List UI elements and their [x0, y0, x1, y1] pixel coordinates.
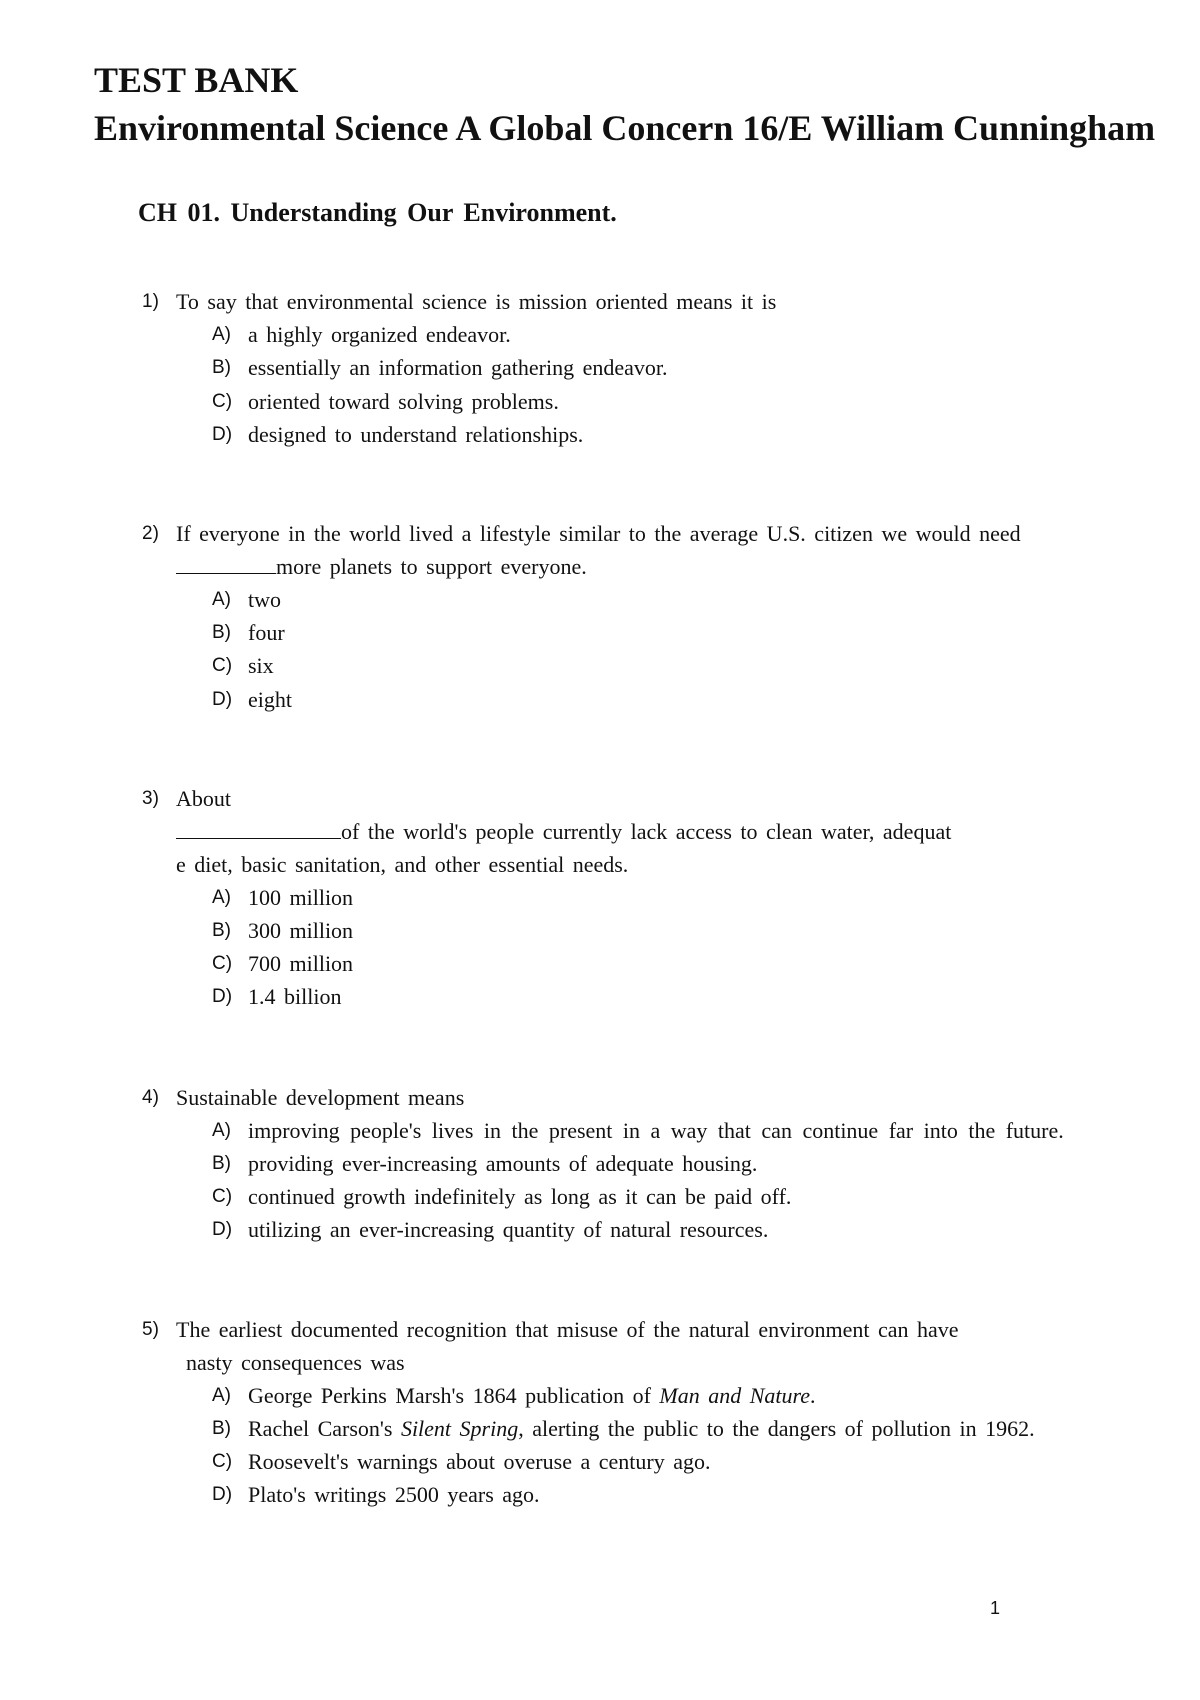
page-number: 1 [990, 1598, 1001, 1618]
question-number: 2) [142, 523, 159, 544]
option-text: improving people's lives in the present in a way that can continue far into the future. [248, 1118, 1064, 1143]
question-text: To say that environmental science is mission oriented means it is [176, 289, 777, 314]
option-text: Plato's writings 2500 years ago. [248, 1482, 540, 1507]
option-letter: C) [212, 1451, 233, 1472]
option-letter: C) [212, 391, 233, 412]
book-title-italic: Man and Nature [659, 1383, 811, 1408]
option-letter: A) [212, 887, 231, 908]
question-number: 3) [142, 788, 159, 809]
option-text: continued growth indefinitely as long as it can be paid off. [248, 1184, 792, 1209]
question-number: 5) [142, 1319, 159, 1340]
answer-blank [176, 573, 276, 574]
option-text: designed to understand relationships. [248, 422, 584, 447]
option-text: 300 million [248, 918, 354, 943]
option-letter: D) [212, 689, 233, 710]
option-text: six [248, 653, 274, 678]
book-title: Environmental Science A Global Concern 16/E William Cunningham [94, 108, 1156, 148]
document-title: TEST BANK [94, 60, 299, 100]
option-letter: D) [212, 1219, 233, 1240]
question-text: If everyone in the world lived a lifestyle similar to the average U.S. citizen we would need [176, 521, 1021, 546]
question-text: nasty consequences was [186, 1350, 405, 1375]
option-text: 100 million [248, 885, 354, 910]
option-letter: B) [212, 622, 231, 643]
option-text: 700 million [248, 951, 354, 976]
option-letter: A) [212, 324, 231, 345]
chapter-title: CH 01. Understanding Our Environment. [138, 198, 617, 227]
answer-blank [176, 838, 341, 839]
option-text: four [248, 620, 285, 645]
option-text: Roosevelt's warnings about overuse a century ago. [248, 1449, 711, 1474]
question-text: more planets to support everyone. [276, 554, 587, 579]
option-text: George Perkins Marsh's 1864 publication of Man and Nature. [248, 1383, 816, 1408]
option-letter: A) [212, 1385, 231, 1406]
option-text: a highly organized endeavor. [248, 322, 511, 347]
option-letter: C) [212, 1186, 233, 1207]
option-letter: D) [212, 424, 233, 445]
question-text: Sustainable development means [176, 1085, 465, 1110]
option-text: essentially an information gathering endeavor. [248, 355, 668, 380]
option-letter: C) [212, 655, 233, 676]
book-title-italic: Silent Spring [400, 1416, 519, 1441]
option-letter: A) [212, 589, 231, 610]
option-letter: B) [212, 357, 231, 378]
question-number: 1) [142, 291, 159, 312]
option-text: oriented toward solving problems. [248, 389, 559, 414]
option-text: Rachel Carson's Silent Spring, alerting the public to the dangers of pollution in 1962. [248, 1416, 1035, 1441]
option-letter: B) [212, 1153, 231, 1174]
option-letter: B) [212, 1418, 231, 1439]
question-text: The earliest documented recognition that misuse of the natural environment can have [176, 1317, 959, 1342]
question-text: About [176, 786, 231, 811]
option-letter: C) [212, 953, 233, 974]
question-text: of the world's people currently lack access to clean water, adequat [341, 819, 952, 844]
option-letter: A) [212, 1120, 231, 1141]
option-text: 1.4 billion [248, 984, 342, 1009]
option-text: eight [248, 687, 292, 712]
option-letter: B) [212, 920, 231, 941]
question-text: e diet, basic sanitation, and other essential needs. [176, 852, 629, 877]
option-letter: D) [212, 1484, 233, 1505]
option-text: two [248, 587, 281, 612]
option-text: utilizing an ever-increasing quantity of natural resources. [248, 1217, 769, 1242]
option-text: providing ever-increasing amounts of adequate housing. [248, 1151, 758, 1176]
question-number: 4) [142, 1087, 159, 1108]
option-letter: D) [212, 986, 233, 1007]
